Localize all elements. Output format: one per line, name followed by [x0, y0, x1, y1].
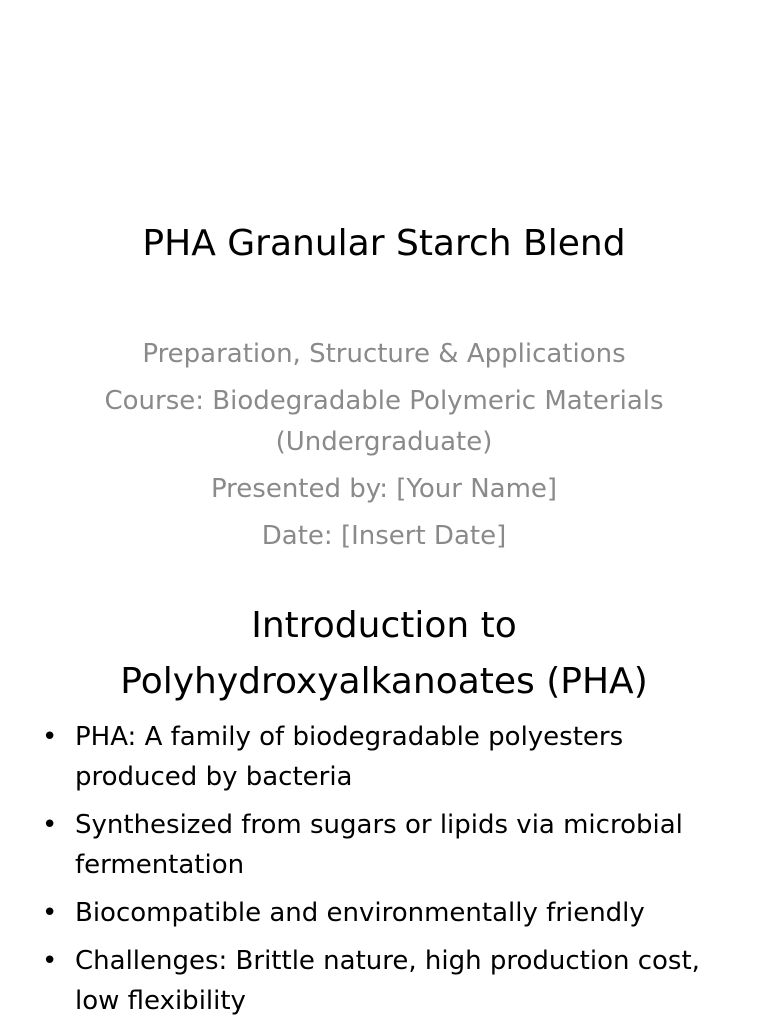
list-item — [38, 805, 728, 885]
subtitle-block — [90, 334, 678, 563]
bullet-list — [38, 717, 728, 1029]
list-item-text: PHA: A family of biodegradable polyesters produced by bacteria — [75, 722, 624, 792]
subtitle-line: Date: [Insert Date] — [261, 521, 507, 551]
bullet-icon: • — [42, 810, 58, 840]
subtitle-line: Presented by: [Your Name] — [210, 474, 558, 504]
subtitle-line: Preparation, Structure & Applications — [142, 339, 626, 369]
list-item — [38, 941, 728, 1021]
bullet-icon: • — [42, 722, 58, 752]
intro-slide — [0, 576, 768, 1024]
list-item — [38, 893, 728, 933]
list-item-text: Biocompatible and environmentally friendly — [75, 898, 645, 928]
list-item-text: Synthesized from sugars or lipids via microbial fermentation — [75, 810, 683, 880]
intro-slide-title: Introduction to Polyhydroxyalkanoates (PHA) — [120, 605, 648, 702]
subtitle-line: Course: Biodegradable Polymeric Materials (Undergraduate) — [104, 386, 664, 457]
bullet-icon: • — [42, 898, 58, 928]
bullet-icon: • — [42, 946, 58, 976]
slide-title: PHA Granular Starch Blend — [142, 223, 626, 264]
list-item-text: Challenges: Brittle nature, high production cost, low flexibility — [75, 946, 700, 1016]
list-item — [38, 717, 728, 797]
